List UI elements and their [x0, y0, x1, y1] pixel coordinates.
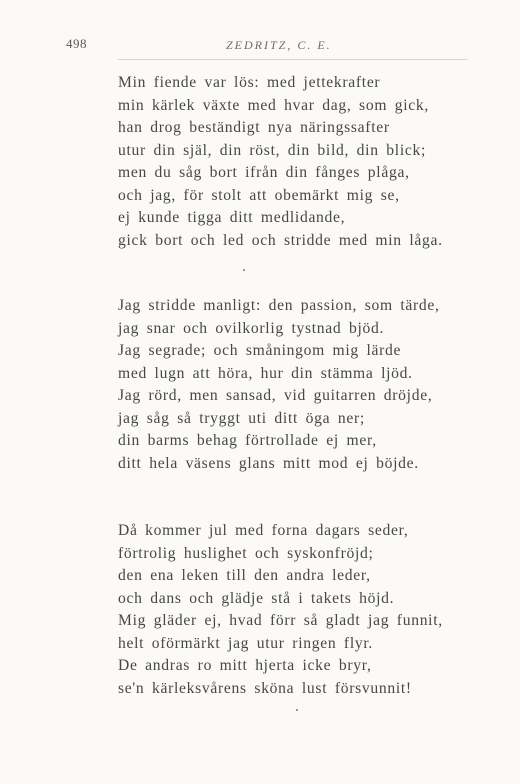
page-end-dot [296, 709, 298, 711]
poem-line: Min fiende var lös: med jettekrafter [118, 74, 381, 91]
poem-line: helt oförmärkt jag utur ringen flyr. [118, 634, 373, 652]
poem-line: Då kommer jul med forna dagars seder, [118, 522, 409, 539]
poem-line: men du såg bort ifrån din fånges plåga, [118, 164, 410, 181]
poem-line: din barms behag förtrollade ej mer, [118, 432, 377, 449]
poem-line: han drog beständigt nya näringssafter [118, 119, 390, 136]
poem-line: gick bort och led och stridde med min låga. [118, 231, 443, 249]
poem-line: De andras ro mitt hjerta icke bryr, [118, 657, 372, 674]
page-header [0, 34, 520, 58]
stanza-2 [118, 295, 468, 475]
poem-line: förtrolig huslighet och syskonfröjd; [118, 544, 374, 562]
poem-line: med lugn att höra, hur din stämma ljöd. [118, 364, 413, 382]
stanza-separator-dot [243, 269, 245, 271]
poem-line: den ena leken till den andra leder, [118, 567, 371, 584]
poem-line: och dans och glädje stå i takets höjd. [118, 589, 395, 607]
poem-line: se'n kärleksvårens sköna lust försvunnit! [118, 679, 412, 697]
poem-line: ditt hela väsens glans mitt mod ej böjde. [118, 454, 419, 472]
stanza-3 [118, 520, 468, 700]
poem-line: Jag rörd, men sansad, vid guitarren dröjde, [118, 387, 433, 404]
poem-line: min kärlek växte med hvar dag, som gick, [118, 96, 429, 114]
poem-line: ej kunde tigga ditt medlidande, [118, 209, 346, 226]
poem-line: jag snar och ovilkorlig tystnad bjöd. [118, 319, 385, 337]
stanza-1 [118, 72, 468, 252]
page-number: 498 [66, 36, 87, 51]
poem-line: utur din själ, din röst, din bild, din blick; [118, 141, 427, 159]
poem-line: och jag, för stolt att obemärkt mig se, [118, 186, 400, 204]
poem-line: Jag stridde manligt: den passion, som tärde, [118, 297, 440, 314]
poem-line: jag såg så tryggt uti ditt öga ner; [118, 409, 365, 427]
running-head: ZEDRITZ, C. E. [226, 38, 332, 52]
header-rule [118, 59, 468, 60]
poem-line: Mig gläder ej, hvad förr så gladt jag funnit, [118, 612, 443, 629]
poem-line: Jag segrade; och småningom mig lärde [118, 342, 402, 359]
